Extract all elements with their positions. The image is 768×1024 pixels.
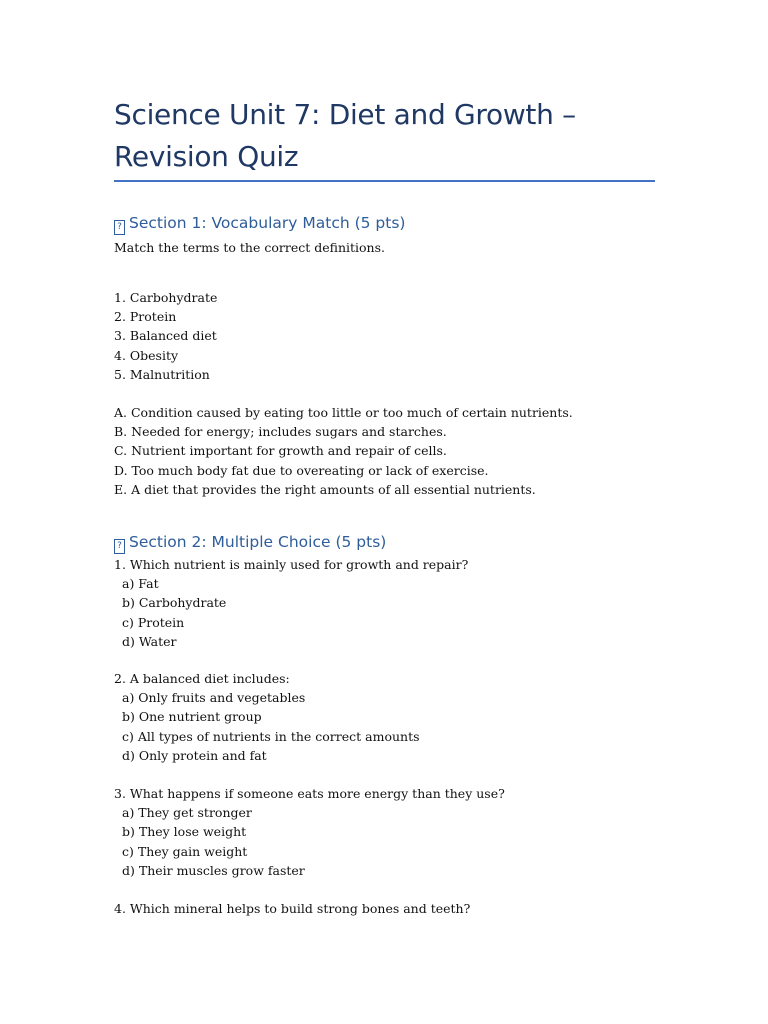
section-1-heading (114, 213, 405, 235)
list-item: D. Too much body fat due to overeating or lack of exercise. (114, 462, 489, 478)
question-text: 1. Which nutrient is mainly used for growth and repair? (114, 557, 469, 572)
answer-option: d) Only protein and fat (122, 747, 267, 763)
question-block-1 (114, 555, 468, 651)
question-text: 4. Which mineral helps to build strong bones and teeth? (114, 901, 471, 916)
list-item: 2. Protein (114, 309, 177, 325)
answer-option: b) They lose weight (122, 824, 247, 840)
answer-option: b) One nutrient group (122, 709, 262, 725)
list-item: B. Needed for energy; includes sugars and starches. (114, 424, 447, 440)
question-text: 3. What happens if someone eats more energy than they use? (114, 786, 505, 801)
section-2-heading-text: Section 2: Multiple Choice (5 pts) (129, 533, 387, 551)
term-list (114, 288, 217, 384)
section-1-heading-text: Section 1: Vocabulary Match (5 pts) (129, 214, 406, 232)
answer-option: c) All types of nutrients in the correct amounts (122, 728, 420, 744)
question-text: 2. A balanced diet includes: (114, 671, 290, 686)
missing-glyph-icon: ? (114, 539, 125, 554)
answer-option: d) Water (122, 633, 177, 649)
definition-list (114, 403, 573, 499)
list-item: 4. Obesity (114, 347, 179, 363)
list-item: C. Nutrient important for growth and repair of cells. (114, 443, 447, 459)
question-block-2 (114, 669, 420, 765)
missing-glyph-icon: ? (114, 220, 125, 235)
question-block-3 (114, 784, 505, 880)
title-underline (114, 180, 655, 182)
answer-option: a) They get stronger (122, 805, 252, 821)
list-item: 1. Carbohydrate (114, 290, 218, 305)
section-1-instruction: Match the terms to the correct definitions. (114, 240, 385, 255)
answer-option: c) Protein (122, 614, 185, 630)
list-item: A. Condition caused by eating too little or too much of certain nutrients. (114, 405, 573, 420)
answer-option: d) Their muscles grow faster (122, 862, 305, 878)
list-item: E. A diet that provides the right amounts of all essential nutrients. (114, 481, 536, 497)
answer-option: c) They gain weight (122, 843, 248, 859)
answer-option: a) Only fruits and vegetables (122, 690, 306, 706)
answer-option: b) Carbohydrate (122, 595, 227, 611)
document-title: Science Unit 7: Diet and Growth – Revision Quiz (114, 98, 576, 173)
list-item: 3. Balanced diet (114, 328, 217, 344)
section-2-heading (114, 532, 386, 554)
answer-option: a) Fat (122, 576, 159, 592)
question-block-4 (114, 899, 470, 918)
list-item: 5. Malnutrition (114, 366, 210, 382)
